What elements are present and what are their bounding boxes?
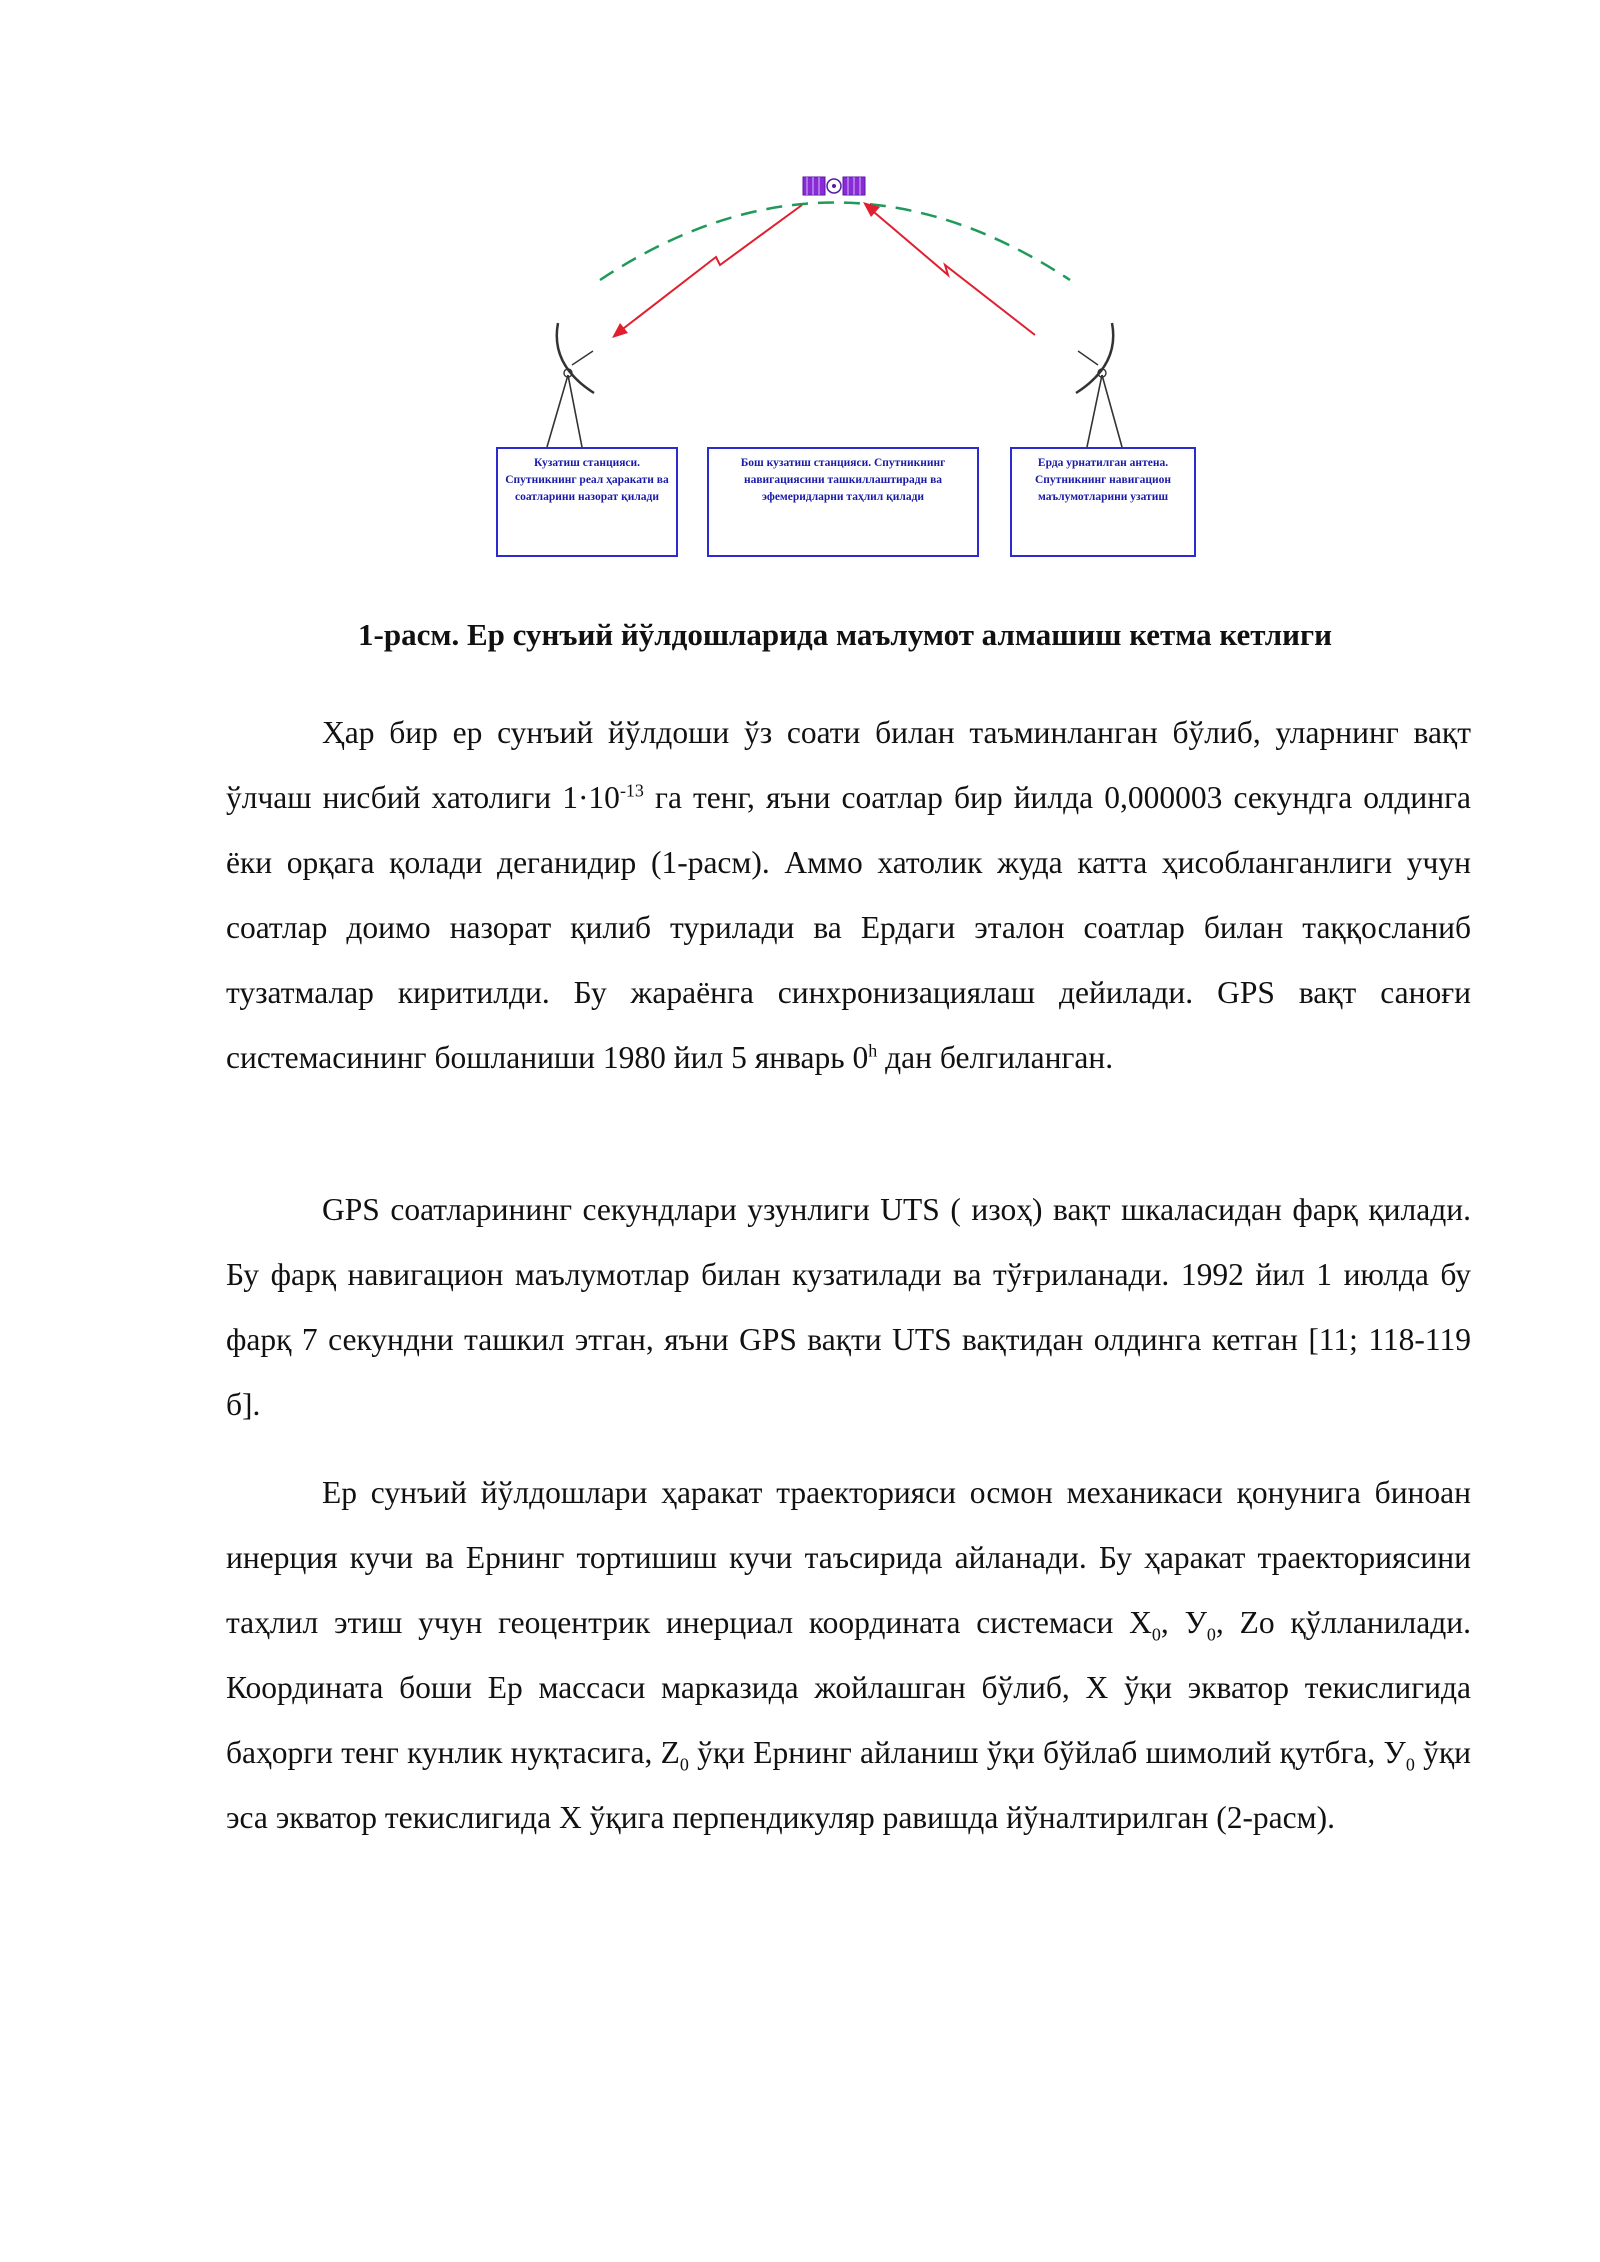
paragraph-2: GPS соатларининг секундлари узунлиги UTS ( изоҳ) вақт шкаласидан фарқ қилади. Бу фарқ навигацион маълумотлар билан кузатилади ва тўғриланади. 1992 йил 1 июлда бу фарқ 7 секундни ташкил этган, яъни GPS вақти UTS вақтидан олдинга кетган [11; 118-119 б].	[226, 1192, 1471, 1422]
p3-text-a: Ер сунъий йўлдошлари ҳаракат траекторияси осмон механикаси қонунига биноан инерция кучи ва Ернинг тортишиш кучи таъсирида айланади. Бу ҳаракат траекториясини таҳлил этиш учун геоцентрик инерциал координата системаси X	[226, 1475, 1471, 1640]
orbit-arc	[600, 203, 1070, 281]
p3-sub-y2: 0	[1405, 1754, 1415, 1775]
p3-text-b: , У	[1160, 1605, 1207, 1640]
p1-text-b: га тенг, яъни соатлар бир йилда 0,000003 секундга олдинга ёки орқага қолади деганидир (1-расм). Аммо хатолик жуда катта ҳисобланганлиги учун соатлар доимо назорат қилиб турилади ва Ердаги эталон соатлар билан таққосланиб тузатмалар киритилди. Бу жараёнга синхронизациялаш дейилади. GPS вақт саноғи системасининг бошланиши 1980 йил 5 январь 0	[226, 780, 1471, 1075]
satellite-icon	[803, 177, 865, 195]
p3-sub-y: 0	[1206, 1624, 1216, 1645]
p3-sub-x: 0	[1151, 1624, 1161, 1645]
p3-text-c: , Zo қўлланилади. Координата боши Ер массаси марказида жойлашган бўлиб, X ўқи экватор текислигида баҳорги тенг кунлик нуқтасига, Z	[226, 1605, 1472, 1770]
paragraph-3	[226, 1460, 1471, 1850]
downlink-signal-arrow	[612, 205, 802, 338]
p3-text-e: ўқи эса экватор текислигида X ўқига перпендикуляр равишда йўналтирилган (2-расм).	[226, 1735, 1471, 1835]
left-dish-antenna-icon	[547, 323, 594, 447]
master-control-station-box: Бош кузатиш станцияси. Спутникнинг навигациясини ташкиллаштирадн ва эфемеридларни таҳлил қилади	[707, 447, 979, 557]
paragraph-1	[226, 700, 1471, 1090]
right-dish-antenna-icon	[1076, 323, 1122, 447]
satellite-communication-figure	[480, 165, 1220, 575]
p3-sub-z: 0	[679, 1754, 689, 1775]
p1-text-a: Ҳар бир ер сунъий йўлдоши ўз соати билан таъминланган бўлиб, уларнинг вақт ўлчаш нисбий хатолиги 1·10	[226, 715, 1471, 815]
p1-hour-superscript: h	[868, 1040, 878, 1061]
p1-exponent: -13	[619, 780, 644, 801]
monitoring-station-box: Кузатиш станцияси. Спутникнинг реал ҳаракати ва соатларини назорат қилади	[496, 447, 678, 557]
ground-antenna-box: Ерда урнатилган антена. Спутникнинг навигацион маълумотларини узатиш	[1010, 447, 1196, 557]
p3-text-d: ўқи Ернинг айланиш ўқи бўйлаб шимолий қутбга, У	[688, 1735, 1406, 1770]
p1-text-c: дан белгиланган.	[877, 1040, 1114, 1075]
figure-caption: 1-расм. Ер сунъий йўлдошларида маълумот алмашиш кетма кетлиги	[358, 617, 1332, 652]
